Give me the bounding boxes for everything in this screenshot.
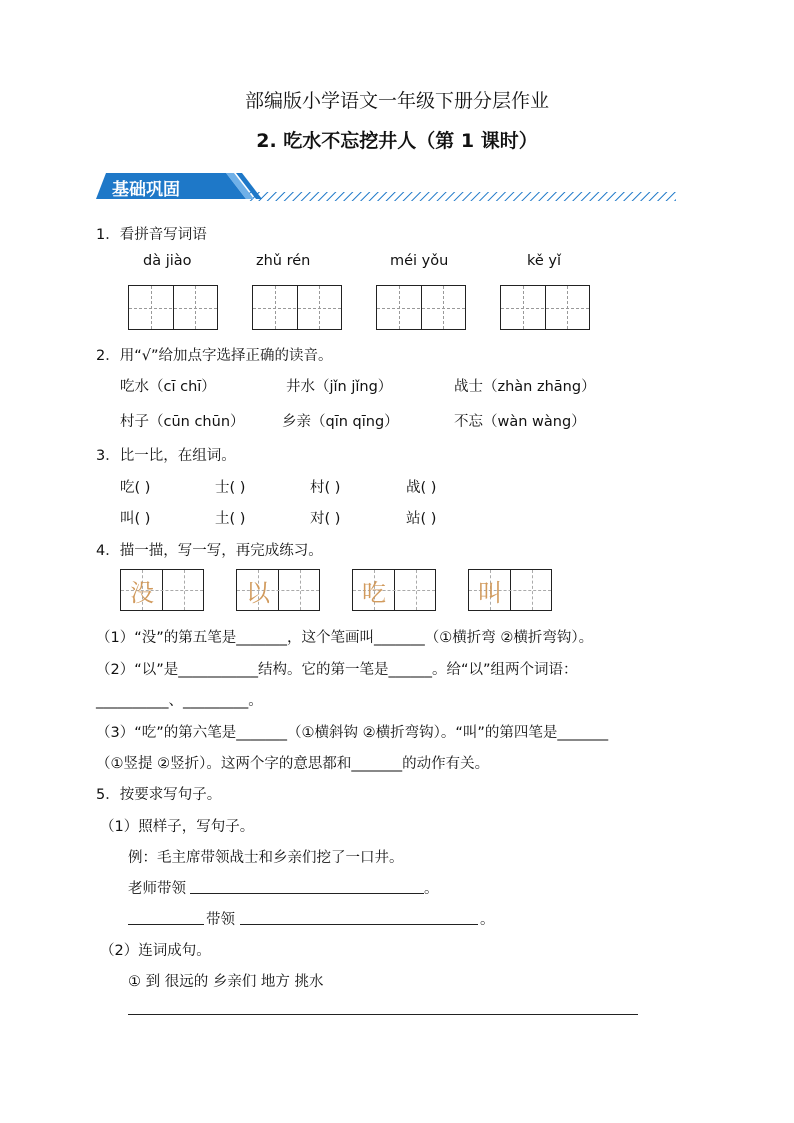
q2-item[interactable]: 吃水（cī chī） — [120, 379, 216, 395]
q4-title: 4．描一描，写一写，再完成练习。 — [96, 543, 323, 559]
q4-part2-words[interactable]: __________、_________。 — [96, 693, 263, 709]
pinyin-3: méi yǒu — [390, 253, 449, 269]
answer-line[interactable] — [190, 893, 424, 894]
pinyin-4: kě yǐ — [527, 253, 562, 269]
q3-blank[interactable]: 土( ) — [215, 511, 246, 527]
q4-part3: （3）“吃”的第六笔是_______（①横斜钩 ②横折弯钩）。“叫”的第四笔是_______ — [96, 725, 609, 741]
q5-title: 5．按要求写句子。 — [96, 787, 222, 803]
pinyin-2: zhǔ rén — [256, 253, 311, 269]
trace-grid-3[interactable] — [352, 569, 436, 611]
section-badge-label: 基础巩固 — [112, 180, 180, 200]
writing-grid-4[interactable] — [500, 285, 590, 330]
q5-line2-mid: 带领 — [206, 912, 235, 928]
q5-sub1: （1）照样子，写句子。 — [100, 819, 255, 835]
trace-grid-2[interactable] — [236, 569, 320, 611]
trace-char: 以 — [246, 579, 270, 607]
q4-part2: （2）“以”是___________结构。它的第一笔是______。给“以”组两个词语： — [96, 662, 578, 678]
writing-grid-3[interactable] — [376, 285, 466, 330]
q2-item[interactable]: 乡亲（qīn qīng） — [282, 414, 399, 430]
trace-grid-4[interactable] — [468, 569, 552, 611]
lesson-title: 2. 吃水不忘挖井人（第 1 课时） — [256, 130, 538, 152]
q3-blank[interactable]: 战( ) — [406, 480, 437, 496]
q2-item[interactable]: 战士（zhàn zhāng） — [454, 379, 596, 395]
q5-line1-prefix: 老师带领 — [128, 881, 186, 897]
q5-line1-suffix: 。 — [424, 881, 439, 897]
answer-line[interactable] — [240, 924, 478, 925]
series-title: 部编版小学语文一年级下册分层作业 — [244, 90, 549, 112]
q2-item[interactable]: 不忘（wàn wàng） — [454, 414, 586, 430]
trace-char: 叫 — [478, 579, 502, 607]
q2-title: 2．用“√”给加点字选择正确的读音。 — [96, 348, 333, 364]
answer-line[interactable] — [128, 1014, 638, 1015]
q1-title: 1．看拼音写词语 — [96, 227, 207, 243]
q2-item[interactable]: 村子（cūn chūn） — [120, 414, 245, 430]
q2-item[interactable]: 井水（jǐn jǐng） — [286, 379, 393, 395]
trace-grid-1[interactable] — [120, 569, 204, 611]
trace-char: 吃 — [362, 579, 386, 607]
q3-blank[interactable]: 对( ) — [310, 511, 341, 527]
q3-blank[interactable]: 叫( ) — [120, 511, 151, 527]
q5-line2-suffix: 。 — [480, 912, 495, 928]
q3-title: 3．比一比，在组词。 — [96, 448, 236, 464]
q5-example: 例：毛主席带领战士和乡亲们挖了一口井。 — [128, 850, 404, 866]
section-banner — [96, 168, 680, 204]
writing-grid-2[interactable] — [252, 285, 342, 330]
answer-line[interactable] — [128, 924, 204, 925]
q4-part1: （1）“没”的第五笔是_______，这个笔画叫_______（①横折弯 ②横折弯钩）。 — [96, 630, 594, 646]
q5-sub2: （2）连词成句。 — [100, 943, 211, 959]
q5-word-list: ① 到 很远的 乡亲们 地方 挑水 — [128, 974, 324, 990]
q3-blank[interactable]: 吃( ) — [120, 480, 151, 496]
q3-blank[interactable]: 村( ) — [310, 480, 341, 496]
trace-char: 没 — [130, 579, 154, 607]
writing-grid-1[interactable] — [128, 285, 218, 330]
q3-blank[interactable]: 士( ) — [215, 480, 246, 496]
q3-blank[interactable]: 站( ) — [406, 511, 437, 527]
q4-part3-cont: （①竖提 ②竖折）。这两个字的意思都和_______的动作有关。 — [96, 756, 490, 772]
pinyin-1: dà jiào — [143, 253, 192, 269]
